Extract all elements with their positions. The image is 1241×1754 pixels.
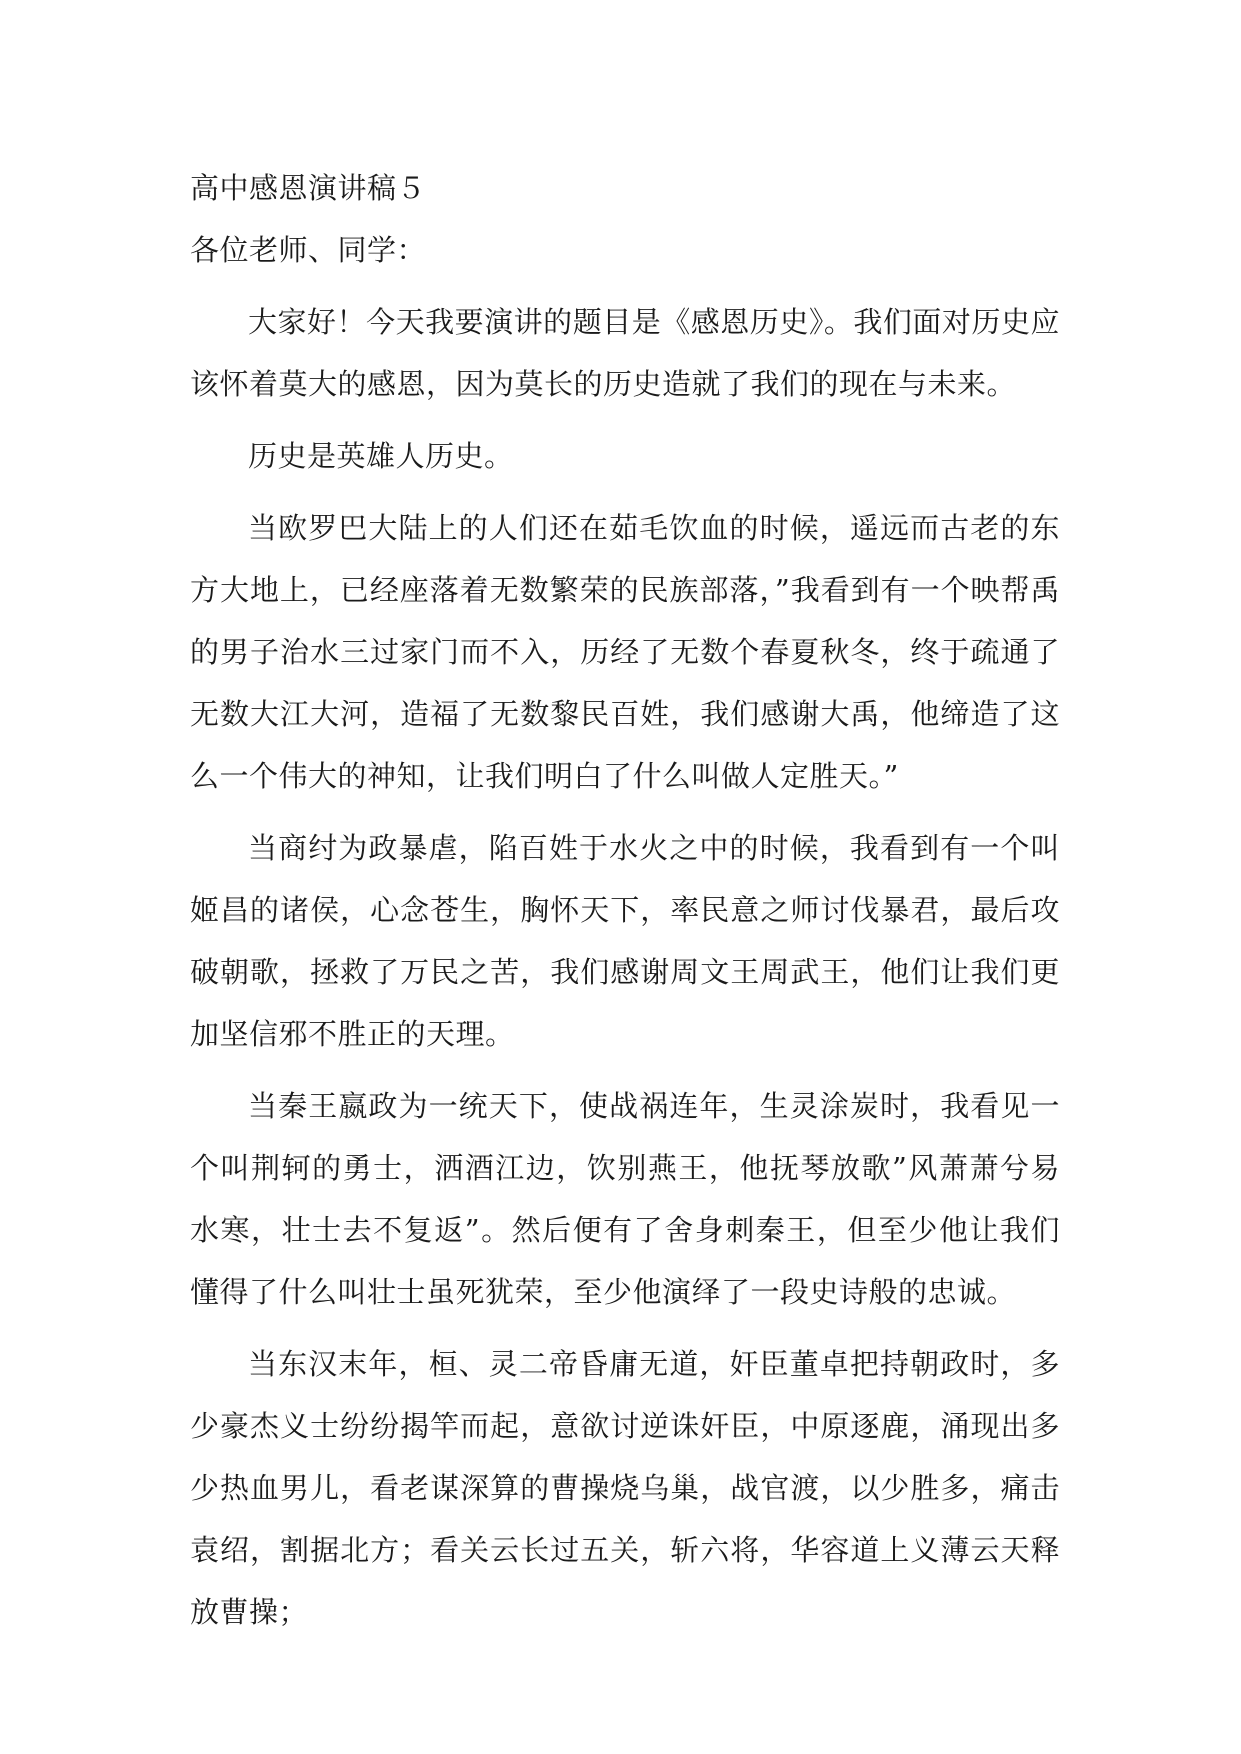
greeting: 各位老师、同学： — [190, 233, 427, 267]
document-title: 高中感恩演讲稿５ — [190, 171, 427, 205]
paragraph-dayu: 当欧罗巴大陆上的人们还在茹毛饮血的时候，遥远而古老的东方大地上，已经座落着无数繁荣的民族部落，”我看到有一个映帮禹的男子治水三过家门而不入，历经了无数个春夏秋冬，终于疏通了无数大江大河，造福了无数黎民百姓，我们感谢大禹，他缔造了这么一个伟大的神知，让我们明白了什么叫做人定胜天。” — [190, 511, 1060, 793]
paragraph-intro: 大家好！今天我要演讲的题目是《感恩历史》。我们面对历史应该怀着莫大的感恩，因为莫长的历史造就了我们的现在与未来。 — [190, 305, 1060, 401]
paragraph-jingke: 当秦王嬴政为一统天下，使战祸连年，生灵涂炭时，我看见一个叫荆轲的勇士，洒酒江边，饮别燕王，他抚琴放歌”风萧萧兮易水寒，壮士去不复返”。然后便有了舍身刺秦王，但至少他让我们懂得了什么叫壮士虽死犹荣，至少他演绎了一段史诗般的忠诚。 — [190, 1089, 1060, 1309]
document-body — [190, 157, 1060, 1653]
paragraph-zhou: 当商纣为政暴虐，陷百姓于水火之中的时候，我看到有一个叫姬昌的诸侯，心念苍生，胸怀天下，率民意之师讨伐暴君，最后攻破朝歌，拯救了万民之苦，我们感谢周文王周武王，他们让我们更加坚信邪不胜正的天理。 — [190, 831, 1060, 1051]
paragraph-donghan: 当东汉末年，桓、灵二帝昏庸无道，奸臣董卓把持朝政时，多少豪杰义士纷纷揭竿而起，意欲讨逆诛奸臣，中原逐鹿，涌现出多少热血男儿，看老谋深算的曹操烧乌巢，战官渡，以少胜多，痛击袁绍，割据北方；看关云长过五关，斩六将，华容道上义薄云天释放曹操； — [190, 1347, 1060, 1629]
paragraph-history-heroes: 历史是英雄人历史。 — [248, 439, 514, 473]
